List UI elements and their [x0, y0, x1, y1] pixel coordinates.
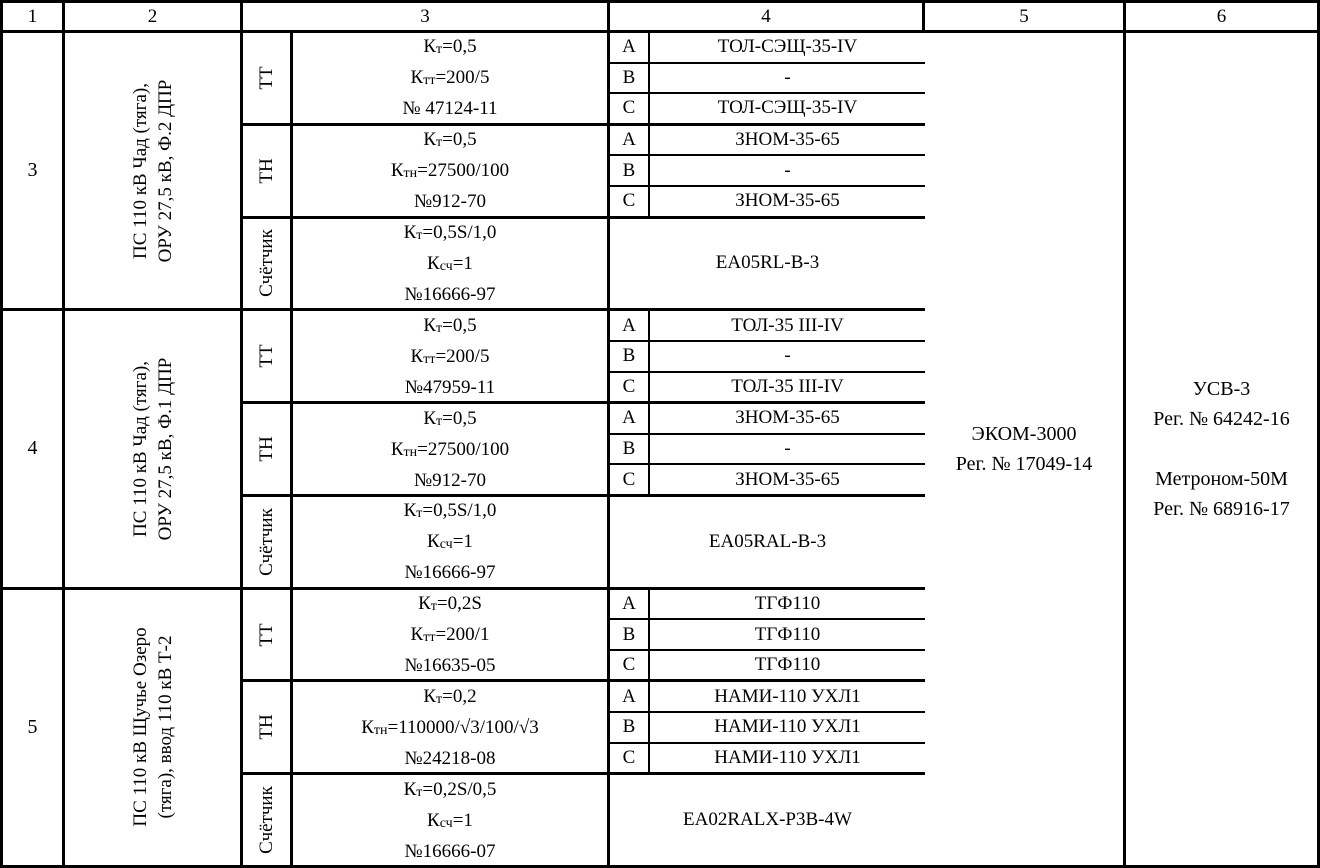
param-text: =0,5 — [442, 407, 477, 429]
param-line — [403, 94, 498, 123]
param-line — [391, 435, 509, 466]
equipment-type-cell — [243, 682, 293, 772]
table-body — [3, 33, 1317, 865]
equipment-type-cell — [243, 775, 293, 865]
param-subscript: т — [436, 691, 443, 707]
equipment-section — [243, 590, 925, 683]
phase-letter-cell: А — [610, 311, 650, 340]
equipment-section — [243, 404, 925, 497]
param-line — [361, 713, 539, 744]
phase-letter-cell: С — [610, 465, 650, 494]
substation-name-line2: ОРУ 27,5 кВ, Ф.2 ДПР — [154, 79, 176, 262]
param-subscript: т — [416, 227, 423, 243]
phase-letter-cell: В — [610, 620, 650, 649]
phase-rows — [610, 311, 925, 401]
param-line — [423, 404, 476, 435]
device-model-cell: НАМИ-110 УХЛ1 — [714, 716, 861, 738]
row-number-cell: 5 — [3, 590, 65, 865]
device-model-cell: ЗНОМ-35-65 — [735, 190, 840, 212]
substation-name-cell — [65, 311, 243, 586]
equipment-type-label: ТН — [255, 158, 277, 184]
equipment-type-cell — [243, 311, 293, 401]
param-text: №16666-97 — [404, 562, 496, 584]
param-text: №16635-05 — [404, 655, 496, 677]
phase-rows — [610, 33, 925, 123]
device-model-cell: - — [784, 438, 791, 459]
param-text: К — [427, 252, 440, 274]
phase-row — [610, 342, 925, 373]
substation-name-rotated — [128, 628, 178, 827]
substation-name-line2: (тяга), ввод 110 кВ Т-2 — [154, 635, 176, 819]
phase-letter-cell: С — [610, 187, 650, 216]
param-text: К — [423, 407, 437, 429]
phase-rows — [610, 590, 925, 680]
param-line — [423, 32, 476, 63]
param-line — [427, 806, 473, 837]
param-text: =0,5 — [442, 129, 477, 151]
phase-row — [610, 64, 925, 95]
equipment-type-label: ТН — [255, 436, 277, 462]
equipment-section — [243, 775, 925, 865]
param-text: =0,2S — [436, 593, 482, 615]
param-text: К — [423, 685, 437, 707]
param-line — [405, 558, 496, 587]
device-model-cell: - — [784, 159, 791, 181]
param-text: =1 — [452, 531, 473, 553]
device-model-cell: ТГФ110 — [754, 654, 821, 676]
equipment-type-cell — [243, 590, 293, 680]
sync-device-1-registration-number: Рег. № 64242-16 — [1153, 408, 1290, 430]
sync-device-2-name: Метроном-50М — [1155, 468, 1288, 490]
equipment-type-label: Счётчик — [255, 786, 277, 854]
param-text: К — [390, 160, 404, 182]
param-line — [405, 744, 496, 773]
param-line — [414, 187, 486, 216]
params-cell — [293, 33, 610, 123]
phase-row — [610, 620, 925, 651]
param-text: К — [423, 314, 437, 336]
phase-rows — [610, 126, 925, 216]
device-model-cell: НАМИ-110 УХЛ1 — [714, 746, 861, 768]
params-cell — [293, 126, 610, 216]
param-text: =0,5S/1,0 — [422, 221, 497, 243]
phase-letter-cell: С — [610, 94, 650, 123]
param-text: =0,5 — [442, 314, 477, 336]
table-row — [3, 33, 925, 311]
equipment-type-label: ТТ — [255, 66, 277, 90]
param-text: №47959-11 — [404, 376, 496, 398]
row-number-cell: 4 — [3, 311, 65, 586]
substation-name-cell — [65, 33, 243, 308]
param-line — [414, 466, 486, 495]
phase-letter-cell: А — [610, 682, 650, 711]
equipment-type-label: ТТ — [255, 622, 277, 647]
device-model-cell: ТОЛ-СЭЩ-35-IV — [717, 97, 858, 119]
param-subscript: сч — [439, 258, 453, 274]
phase-row — [610, 465, 925, 494]
equipment-section — [243, 33, 925, 126]
equipment-section — [243, 126, 925, 219]
device-model-cell: ТОЛ-35 III-IV — [731, 375, 844, 397]
phase-letter-cell: А — [610, 590, 650, 619]
header-col-6: 6 — [1216, 5, 1227, 27]
param-text: К — [410, 67, 424, 89]
equipment-type-cell — [243, 404, 293, 494]
param-text: =27500/100 — [417, 438, 510, 460]
substation-name-line2: ОРУ 27,5 кВ, Ф.1 ДПР — [154, 357, 176, 541]
param-text: =200/1 — [435, 624, 490, 646]
equipment-section — [243, 219, 925, 309]
param-subscript: т — [436, 135, 443, 151]
param-text: №24218-08 — [404, 747, 496, 769]
param-text: =0,5 — [442, 36, 477, 58]
param-line — [423, 682, 476, 713]
params-cell — [293, 775, 610, 865]
device-model-cell: - — [784, 66, 791, 88]
params-cell — [293, 404, 610, 494]
phase-letter-cell: А — [610, 126, 650, 155]
substation-name-line1: ПС 110 кВ Чад (тяга), — [129, 82, 151, 259]
param-subscript: т — [416, 784, 423, 800]
phase-letter-cell: А — [610, 404, 650, 433]
param-line — [411, 342, 490, 373]
phase-letter-cell: В — [610, 342, 650, 371]
params-cell — [293, 590, 610, 680]
rows-container — [3, 33, 925, 865]
param-line — [405, 373, 495, 402]
param-text: К — [427, 809, 440, 831]
phase-letter-cell: В — [610, 64, 650, 93]
params-cell — [293, 219, 610, 309]
param-text: =110000/√3/100/√3 — [387, 716, 539, 738]
param-text: К — [390, 438, 404, 460]
phase-row — [610, 713, 925, 744]
param-text: К — [403, 778, 417, 800]
param-text: =200/5 — [435, 345, 490, 367]
phase-letter-cell: А — [610, 33, 650, 62]
phase-row — [610, 126, 925, 157]
device-name: ЭКОМ-3000 — [971, 423, 1077, 445]
substation-name-line1: ПС 110 кВ Чад (тяга), — [129, 361, 151, 537]
param-text: К — [423, 129, 437, 151]
table-header-row — [3, 3, 1317, 33]
param-subscript: тн — [373, 722, 388, 738]
param-text: №912-70 — [414, 469, 486, 491]
sync-device-1-name: УСВ-3 — [1192, 378, 1251, 400]
param-line — [404, 496, 497, 527]
param-text: №16666-97 — [404, 283, 496, 305]
param-text: К — [403, 221, 417, 243]
param-subscript: т — [436, 320, 443, 336]
phase-letter-cell: С — [610, 744, 650, 773]
param-line — [423, 311, 476, 342]
phase-letter-cell: С — [610, 651, 650, 680]
equipment-sections — [243, 311, 925, 586]
param-subscript: тт — [423, 73, 436, 89]
param-subscript: тн — [403, 444, 418, 460]
param-subscript: т — [436, 42, 443, 58]
equipment-section — [243, 497, 925, 587]
param-line — [405, 280, 496, 309]
phase-row — [610, 373, 925, 402]
substation-name-rotated — [128, 358, 178, 541]
data-collection-device-cell — [925, 33, 1126, 865]
param-text: №16666-07 — [404, 840, 496, 862]
param-line — [405, 651, 496, 680]
phase-row — [610, 94, 925, 123]
phase-row — [610, 311, 925, 342]
phase-letter-cell: В — [610, 435, 650, 464]
param-text: =0,2S/0,5 — [422, 778, 497, 800]
param-text: К — [418, 593, 431, 615]
param-text: =0,2 — [442, 685, 477, 707]
phase-row — [610, 682, 925, 713]
device-model-cell: ТГФ110 — [754, 623, 821, 645]
param-subscript: т — [430, 599, 437, 615]
phase-letter-cell: С — [610, 373, 650, 402]
params-cell — [293, 682, 610, 772]
phase-rows — [610, 404, 925, 494]
param-line — [411, 63, 490, 94]
meter-model-cell: EA05RAL-B-3 — [708, 530, 827, 552]
phase-row — [610, 404, 925, 435]
param-line — [418, 589, 482, 620]
phase-row — [610, 651, 925, 680]
header-col-1: 1 — [3, 3, 65, 30]
param-text: К — [361, 716, 374, 738]
equipment-type-cell — [243, 497, 293, 587]
param-line — [405, 837, 496, 866]
device-registration-number: Рег. № 17049-14 — [955, 453, 1093, 475]
param-line — [411, 620, 490, 651]
time-sync-device-cell — [1126, 33, 1317, 865]
substation-name-line1: ПС 110 кВ Щучье Озеро — [129, 627, 151, 827]
equipment-type-cell — [243, 33, 293, 123]
phase-rows — [610, 682, 925, 772]
device-model-cell: ЗНОМ-35-65 — [735, 468, 840, 490]
param-line — [427, 527, 473, 558]
header-col-5: 5 — [925, 3, 1126, 30]
equipment-type-label: ТН — [255, 714, 277, 740]
equipment-type-cell — [243, 219, 293, 309]
equipment-section — [243, 311, 925, 404]
equipment-sections — [243, 590, 925, 865]
param-text: =1 — [452, 809, 473, 831]
equipment-section — [243, 682, 925, 775]
meter-model-cell: EA05RL-B-3 — [715, 252, 820, 274]
phase-row — [610, 156, 925, 187]
device-model-cell: НАМИ-110 УХЛ1 — [714, 685, 861, 707]
param-text: =1 — [452, 252, 473, 274]
equipment-type-label: Счётчик — [255, 229, 277, 298]
device-model-cell: ЗНОМ-35-65 — [735, 407, 840, 429]
param-line — [391, 156, 509, 187]
param-text: =0,5S/1,0 — [422, 500, 497, 522]
param-line — [423, 125, 476, 156]
param-subscript: сч — [439, 537, 453, 553]
param-line — [404, 775, 497, 806]
phase-row — [610, 590, 925, 621]
param-text: № 47124-11 — [402, 98, 498, 120]
header-col-3: 3 — [243, 3, 610, 30]
param-text: К — [410, 624, 424, 646]
device-model-cell: ЗНОМ-35-65 — [735, 129, 840, 151]
row-number-cell: 3 — [3, 33, 65, 308]
phase-letter-cell: В — [610, 713, 650, 742]
equipment-type-label: ТТ — [255, 344, 277, 368]
substation-name-rotated — [128, 79, 178, 262]
param-text: К — [403, 500, 417, 522]
param-subscript: тн — [403, 166, 418, 182]
params-cell — [293, 311, 610, 401]
params-cell — [293, 497, 610, 587]
phase-row — [610, 187, 925, 216]
header-col-4: 4 — [610, 3, 925, 30]
equipment-type-cell — [243, 126, 293, 216]
device-model-cell: ТОЛ-35 III-IV — [731, 314, 844, 336]
param-text: =200/5 — [435, 67, 490, 89]
param-subscript: т — [436, 413, 443, 429]
meter-model-cell: EA02RALX-P3B-4W — [683, 809, 852, 831]
substation-name-cell — [65, 590, 243, 865]
param-text: К — [410, 345, 424, 367]
param-text: К — [427, 531, 440, 553]
header-col-2: 2 — [65, 3, 243, 30]
table-row — [3, 311, 925, 589]
phase-letter-cell: В — [610, 156, 650, 185]
param-subscript: сч — [439, 815, 453, 831]
param-subscript: тт — [423, 351, 436, 367]
equipment-sections — [243, 33, 925, 308]
param-line — [404, 218, 497, 249]
sync-device-2-registration-number: Рег. № 68916-17 — [1153, 498, 1290, 520]
phase-row — [610, 33, 925, 64]
param-text: №912-70 — [414, 191, 486, 213]
phase-row — [610, 744, 925, 773]
device-model-cell: - — [784, 345, 791, 367]
phase-row — [610, 435, 925, 466]
param-subscript: тт — [423, 630, 436, 646]
param-text: К — [423, 36, 437, 58]
device-model-cell: ТОЛ-СЭЩ-35-IV — [717, 36, 858, 58]
param-subscript: т — [416, 506, 423, 522]
equipment-type-label: Счётчик — [255, 507, 277, 576]
table-row — [3, 590, 925, 865]
param-text: =27500/100 — [417, 160, 510, 182]
device-model-cell: ТГФ110 — [754, 592, 821, 614]
param-line — [427, 249, 473, 280]
